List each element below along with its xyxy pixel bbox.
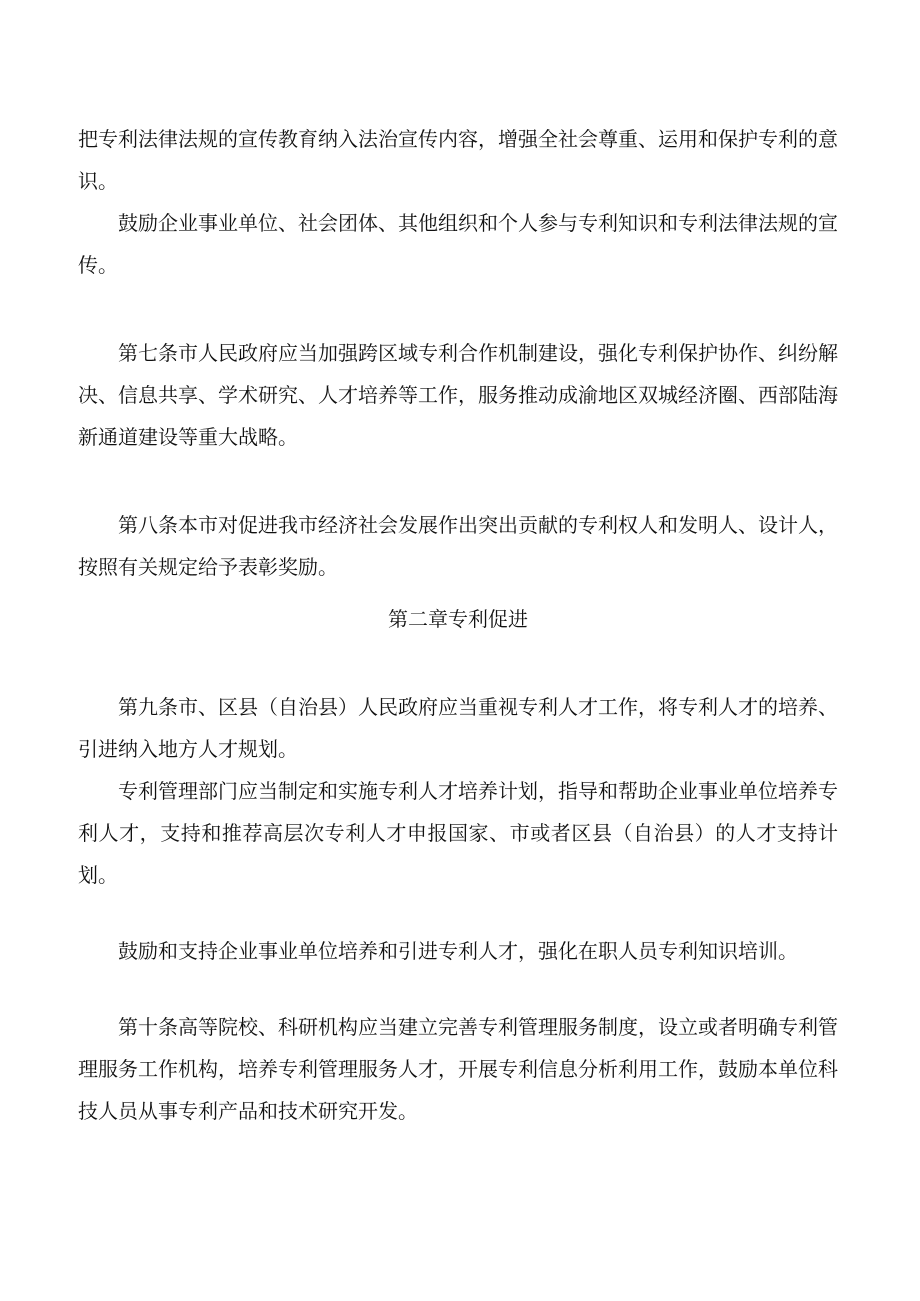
paragraph-article-7: 第七条市人民政府应当加强跨区域专利合作机制建设，强化专利保护协作、纠纷解决、信息共享、学术研究、人才培养等工作，服务推动成渝地区双城经济圈、西部陆海新通道建设等重大战略。 bbox=[78, 341, 838, 449]
paragraph-continuation: 把专利法律法规的宣传教育纳入法治宣传内容，增强全社会尊重、运用和保护专利的意识。 bbox=[78, 127, 838, 193]
paragraph-article-9: 第九条市、区县（自治县）人民政府应当重视专利人才工作，将专利人才的培养、引进纳入地方人才规划。 bbox=[78, 695, 838, 761]
paragraph-encourage-training: 鼓励和支持企业事业单位培养和引进专利人才，强化在职人员专利知识培训。 bbox=[118, 939, 798, 963]
paragraph-encourage-publicity: 鼓励企业事业单位、社会团体、其他组织和个人参与专利知识和专利法律法规的宣传。 bbox=[78, 211, 838, 277]
paragraph-article-8: 第八条本市对促进我市经济社会发展作出突出贡献的专利权人和发明人、设计人，按照有关规定给予表彰奖励。 bbox=[78, 513, 838, 579]
paragraph-article-10: 第十条高等院校、科研机构应当建立完善专利管理服务制度，设立或者明确专利管理服务工作机构，培养专利管理服务人才，开展专利信息分析利用工作，鼓励本单位科技人员从事专利产品和技术研究开发。 bbox=[78, 1015, 838, 1123]
document-page bbox=[78, 118, 838, 1132]
chapter-title: 第二章专利促进 bbox=[388, 607, 528, 631]
paragraph-talent-plan: 专利管理部门应当制定和实施专利人才培养计划，指导和帮助企业事业单位培养专利人才，支持和推荐高层次专利人才申报国家、市或者区县（自治县）的人才支持计划。 bbox=[78, 779, 838, 887]
